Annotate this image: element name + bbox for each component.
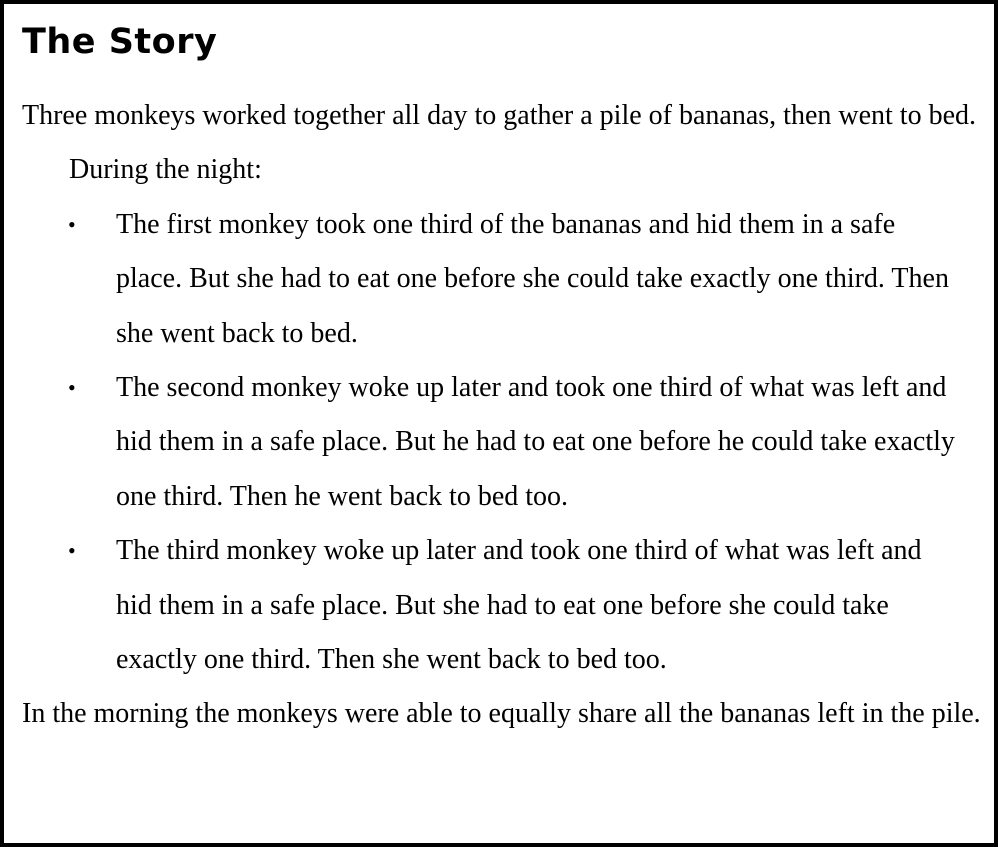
list-item xyxy=(22,361,982,524)
bullet-icon: • xyxy=(68,375,76,401)
night-events-list xyxy=(22,198,982,688)
story-title: The Story xyxy=(22,22,218,62)
event-text: The third monkey woke up later and took one third of what was left and hid them in a safe place. But she had to eat one before she could take exactly one third. Then she went back to bed too. xyxy=(116,535,922,676)
intro-paragraph: Three monkeys worked together all day to gather a pile of bananas, then went to bed. xyxy=(22,100,977,131)
list-item xyxy=(22,524,982,687)
story-body xyxy=(22,89,982,742)
conclusion-paragraph: In the morning the monkeys were able to equally share all the bananas left in the pile. xyxy=(22,698,981,730)
night-label: During the night: xyxy=(69,154,262,186)
bullet-icon: • xyxy=(68,211,76,237)
bullet-icon: • xyxy=(68,538,76,564)
event-text: The first monkey took one third of the bananas and hid them in a safe place. But she had to eat one before she could take exactly one third. Then she went back to bed. xyxy=(116,208,949,349)
list-item xyxy=(22,198,982,361)
event-text: The second monkey woke up later and took one third of what was left and hid them in a safe place. But he had to eat one before he could take exactly one third. Then he went back to bed too. xyxy=(116,372,955,512)
